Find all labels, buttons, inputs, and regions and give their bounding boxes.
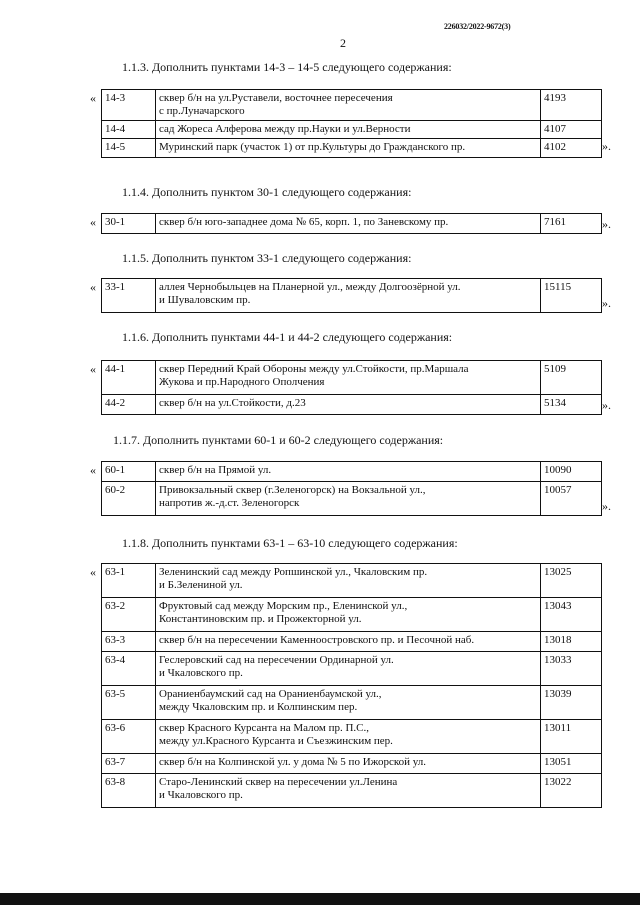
table-row: [102, 754, 602, 774]
item-code: 13011: [541, 720, 602, 754]
item-description: сквер б/н на Прямой ул.: [156, 462, 541, 482]
item-description: Зеленинский сад между Ропшинской ул., Чкаловским пр. и Б.Зелениной ул.: [156, 564, 541, 598]
item-number: 44-2: [102, 395, 156, 415]
amendment-table: [101, 563, 602, 808]
open-quote: «: [90, 91, 96, 105]
item-number: 63-6: [102, 720, 156, 754]
open-quote: «: [90, 280, 96, 294]
close-quote: ».: [602, 296, 611, 310]
item-description: сад Жореса Алферова между пр.Науки и ул.Верности: [156, 121, 541, 139]
item-description: сквер Передний Край Обороны между ул.Стойкости, пр.Маршала Жукова и пр.Народного Ополчения: [156, 361, 541, 395]
item-code: 4107: [541, 121, 602, 139]
item-description: Старо-Ленинский сквер на пересечении ул.Ленина и Чкаловского пр.: [156, 774, 541, 808]
item-number: 14-4: [102, 121, 156, 139]
item-code: 10057: [541, 482, 602, 516]
item-code: 13018: [541, 632, 602, 652]
section-heading: 1.1.8. Дополнить пунктами 63-1 – 63-10 следующего содержания:: [122, 536, 458, 550]
table-row: [102, 652, 602, 686]
item-code: 13043: [541, 598, 602, 632]
item-description: аллея Чернобыльцев на Планерной ул., между Долгоозёрной ул. и Шуваловским пр.: [156, 279, 541, 313]
table-row: [102, 462, 602, 482]
item-description: Ораниенбаумский сад на Ораниенбаумской ул., между Чкаловским пр. и Колпинским пер.: [156, 686, 541, 720]
item-number: 63-1: [102, 564, 156, 598]
table-row: [102, 214, 602, 234]
open-quote: «: [90, 565, 96, 579]
table-row: [102, 90, 602, 121]
table-row: [102, 121, 602, 139]
item-code: 4102: [541, 139, 602, 158]
item-description: Привокзальный сквер (г.Зеленогорск) на Вокзальной ул., напротив ж.-д.ст. Зеленогорск: [156, 482, 541, 516]
amendment-table: [101, 360, 602, 415]
section-heading: 1.1.5. Дополнить пунктом 33-1 следующего содержания:: [122, 251, 412, 265]
table-row: [102, 720, 602, 754]
close-quote: ».: [602, 217, 611, 231]
item-number: 63-4: [102, 652, 156, 686]
item-description: Фруктовый сад между Морским пр., Еленинской ул., Константиновским пр. и Прожекторной ул.: [156, 598, 541, 632]
item-code: 13039: [541, 686, 602, 720]
table-row: [102, 632, 602, 652]
open-quote: «: [90, 463, 96, 477]
amendment-table: [101, 89, 602, 158]
table-row: [102, 564, 602, 598]
item-code: 13022: [541, 774, 602, 808]
item-code: 10090: [541, 462, 602, 482]
section-heading: 1.1.7. Дополнить пунктами 60-1 и 60-2 следующего содержания:: [113, 433, 444, 447]
item-number: 44-1: [102, 361, 156, 395]
item-number: 14-5: [102, 139, 156, 158]
item-code: 13025: [541, 564, 602, 598]
table-row: [102, 279, 602, 313]
item-description: сквер б/н юго-западнее дома № 65, корп. 1, по Заневскому пр.: [156, 214, 541, 234]
table-row: [102, 774, 602, 808]
item-code: 13033: [541, 652, 602, 686]
item-code: 7161: [541, 214, 602, 234]
item-number: 63-8: [102, 774, 156, 808]
item-number: 14-3: [102, 90, 156, 121]
section-heading: 1.1.3. Дополнить пунктами 14-3 – 14-5 следующего содержания:: [122, 60, 452, 74]
item-description: сквер б/н на ул.Стойкости, д.23: [156, 395, 541, 415]
amendment-table: [101, 461, 602, 516]
close-quote: ».: [602, 499, 611, 513]
amendment-table: [101, 278, 602, 313]
document-number: 226032/2022-9672(3): [444, 22, 511, 31]
table-row: [102, 482, 602, 516]
open-quote: «: [90, 215, 96, 229]
table-row: [102, 139, 602, 158]
item-description: сквер б/н на пересечении Каменноостровского пр. и Песочной наб.: [156, 632, 541, 652]
item-code: 15115: [541, 279, 602, 313]
item-code: 5134: [541, 395, 602, 415]
item-description: Муринский парк (участок 1) от пр.Культуры до Гражданского пр.: [156, 139, 541, 158]
close-quote: ».: [602, 139, 611, 153]
item-description: сквер Красного Курсанта на Малом пр. П.С., между ул.Красного Курсанта и Съезжинским пер.: [156, 720, 541, 754]
item-code: 4193: [541, 90, 602, 121]
item-number: 60-2: [102, 482, 156, 516]
item-number: 63-5: [102, 686, 156, 720]
item-code: 5109: [541, 361, 602, 395]
item-description: сквер б/н на Колпинской ул. у дома № 5 по Ижорской ул.: [156, 754, 541, 774]
table-row: [102, 395, 602, 415]
table-row: [102, 686, 602, 720]
table-row: [102, 598, 602, 632]
item-number: 63-7: [102, 754, 156, 774]
item-number: 30-1: [102, 214, 156, 234]
item-description: Геслеровский сад на пересечении Ординарной ул. и Чкаловского пр.: [156, 652, 541, 686]
close-quote: ».: [602, 398, 611, 412]
section-heading: 1.1.6. Дополнить пунктами 44-1 и 44-2 следующего содержания:: [122, 330, 453, 344]
open-quote: «: [90, 362, 96, 376]
table-row: [102, 361, 602, 395]
scan-border-bottom: [0, 893, 640, 905]
item-code: 13051: [541, 754, 602, 774]
page-number: 2: [340, 36, 346, 50]
item-number: 63-3: [102, 632, 156, 652]
item-description: сквер б/н на ул.Руставели, восточнее пересечения с пр.Луначарского: [156, 90, 541, 121]
amendment-table: [101, 213, 602, 234]
item-number: 60-1: [102, 462, 156, 482]
item-number: 33-1: [102, 279, 156, 313]
item-number: 63-2: [102, 598, 156, 632]
section-heading: 1.1.4. Дополнить пунктом 30-1 следующего содержания:: [122, 185, 412, 199]
